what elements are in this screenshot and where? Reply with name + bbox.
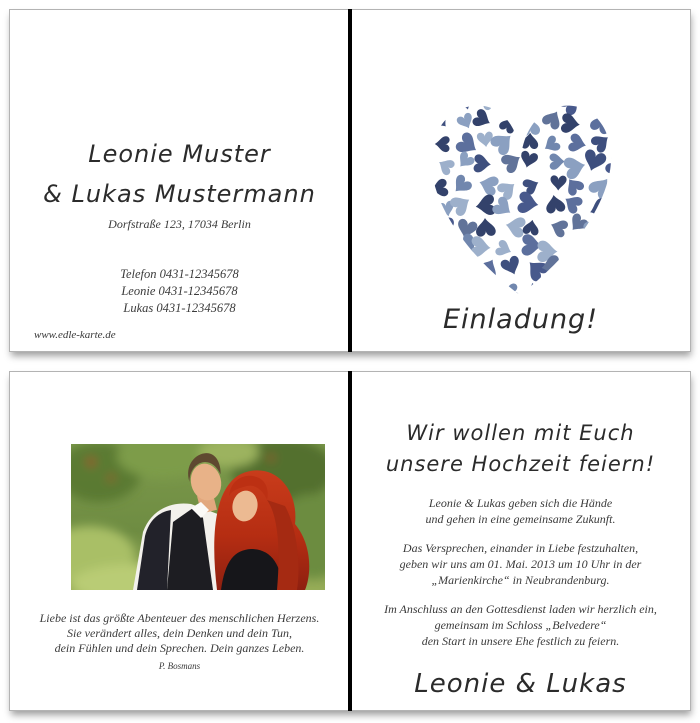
name-line-2: & Lukas Mustermann: [43, 180, 316, 208]
phone-line: Lukas 0431-12345678: [123, 301, 236, 315]
card-inner-spread: [9, 371, 691, 711]
heart-of-hearts-icon: [410, 62, 632, 300]
paragraph-line: geben wir uns am 01. Mai. 2013 um 10 Uhr in der: [399, 557, 642, 571]
couple-photo: [71, 444, 325, 590]
quote-line: dein Fühlen und dein Sprechen. Dein ganzes Leben.: [54, 641, 305, 655]
front-title: Einladung!: [442, 304, 599, 335]
website-text: www.edle-karte.de: [34, 329, 116, 341]
invitation-paragraph-1: [351, 495, 690, 527]
phone-line: Telefon 0431-12345678: [120, 267, 239, 281]
card-outer-spread: [9, 9, 691, 352]
paragraph-line: Im Anschluss an den Gottesdienst laden wir herzlich ein,: [384, 602, 657, 616]
paragraph-line: „Marienkirche“ in Neubrandenburg.: [431, 573, 610, 587]
invitation-paragraph-2: [351, 540, 690, 588]
paragraph-line: und gehen in eine gemeinsame Zukunft.: [425, 512, 616, 526]
heading-line-2: unsere Hochzeit feiern!: [385, 452, 656, 476]
quote-author: P. Bosmans: [158, 661, 201, 671]
signature-names: Leonie & Lukas: [414, 669, 627, 699]
invitation-paragraph-3: [351, 601, 690, 649]
hearts-heart-graphic: [410, 62, 632, 300]
phone-block: [10, 266, 349, 317]
card-inner-right-panel: [351, 372, 690, 710]
address-line: Dorfstraße 123, 17034 Berlin: [108, 217, 251, 231]
phone-line: Leonie 0431-12345678: [121, 284, 238, 298]
paragraph-line: gemeinsam im Schloss „Belvedere“: [434, 618, 607, 632]
heading-line-1: Wir wollen mit Euch: [406, 421, 635, 445]
couple-photo-image: [71, 444, 325, 590]
fold-line: [348, 371, 352, 711]
card-back-panel: [10, 10, 349, 351]
quote-block: [10, 611, 349, 674]
paragraph-line: Das Versprechen, einander in Liebe festzuhalten,: [402, 541, 639, 555]
card-inner-left-panel: [10, 372, 349, 710]
fold-line: [348, 9, 352, 352]
paragraph-line: den Start in unsere Ehe festlich zu feiern.: [421, 634, 620, 648]
quote-line: Sie verändert alles, dein Denken und dein Tun,: [67, 626, 292, 640]
names-block: [10, 134, 349, 214]
name-line-1: Leonie Muster: [88, 140, 271, 168]
card-front-panel: [351, 10, 690, 351]
paragraph-line: Leonie & Lukas geben sich die Hände: [428, 496, 613, 510]
invitation-heading: [351, 418, 690, 480]
quote-line: Liebe ist das größte Abenteuer des menschlichen Herzens.: [39, 611, 320, 625]
